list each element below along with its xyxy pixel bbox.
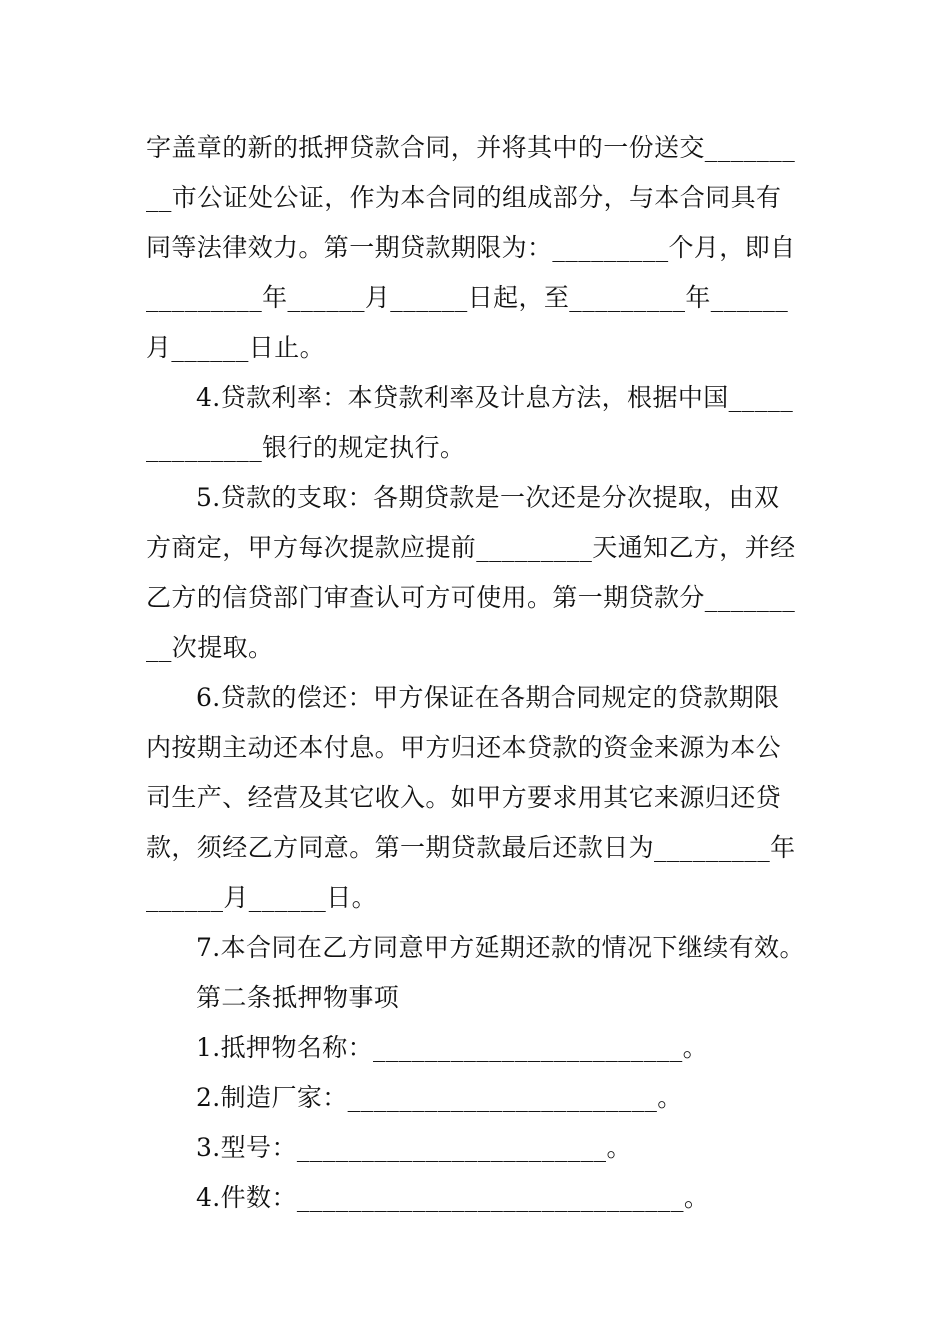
text-line: 同等法律效力。第一期贷款期限为：_________个月，即自 xyxy=(146,233,796,262)
quantity-field: 4.件数：______________________________。 xyxy=(196,1183,710,1212)
clause-5-heading: 5.贷款的支取：各期贷款是一次还是分次提取，由双 xyxy=(196,483,780,512)
manufacturer-field: 2.制造厂家：________________________。 xyxy=(196,1083,683,1112)
collateral-name-field: 1.抵押物名称：________________________。 xyxy=(196,1033,709,1062)
text-line: _________银行的规定执行。 xyxy=(146,433,466,462)
text-line: 司生产、经营及其它收入。如甲方要求用其它来源归还贷 xyxy=(146,783,782,812)
text-line: 方商定，甲方每次提款应提前_________天通知乙方，并经 xyxy=(146,533,796,562)
text-line: 字盖章的新的抵押贷款合同，并将其中的一份送交_______ xyxy=(146,133,796,162)
model-field: 3.型号：________________________。 xyxy=(196,1133,632,1162)
text-line: __次提取。 xyxy=(146,633,274,662)
text-line: __市公证处公证，作为本合同的组成部分，与本合同具有 xyxy=(146,183,782,212)
clause-7: 7.本合同在乙方同意甲方延期还款的情况下继续有效。 xyxy=(196,933,805,962)
text-line: _________年______月______日起，至_________年______ xyxy=(146,283,789,312)
article-2-heading: 第二条抵押物事项 xyxy=(196,983,400,1012)
text-line: 内按期主动还本付息。甲方归还本贷款的资金来源为本公 xyxy=(146,733,782,762)
clause-4-heading: 4.贷款利率：本贷款利率及计息方法，根据中国_____ xyxy=(196,383,794,412)
clause-6-heading: 6.贷款的偿还：甲方保证在各期合同规定的贷款期限 xyxy=(196,683,780,712)
text-line: 款，须经乙方同意。第一期贷款最后还款日为_________年 xyxy=(146,833,796,862)
text-line: ______月______日。 xyxy=(146,883,378,912)
text-line: 乙方的信贷部门审查认可方可使用。第一期贷款分_______ xyxy=(146,583,796,612)
text-line: 月______日止。 xyxy=(146,333,326,362)
